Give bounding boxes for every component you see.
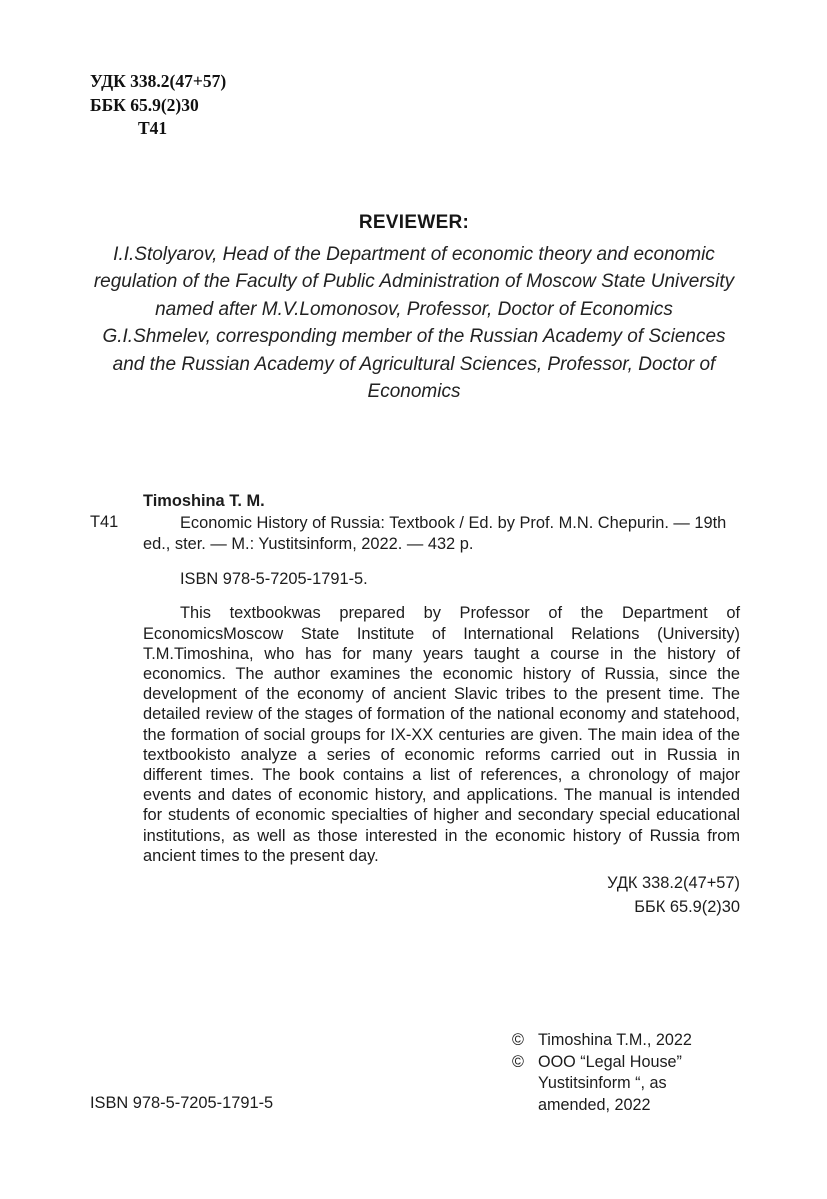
copyright-publisher-line-3: amended, 2022	[538, 1095, 651, 1114]
isbn-catalog: ISBN 978-5-7205-1791-5.	[180, 570, 368, 589]
annotation-text: This textbookwas prepared by Professor of the Department of EconomicsMoscow State Institute of International Relations (University) T.M.Timoshina, who has for many years taught a course in the history of economics. The author examines the economic history of Russia, since the development of the economy of ancient Slavic tribes to the present time. The detailed review of the stages of formation of the national economy and statehood, the formation of social groups for IX-XX centuries are given. The main idea of the textbookisto analyze a series of economic reforms carried out in Russia in different times. The book contains a list of references, a chronology of major events and dates of economic history, and applications. The manual is intended for students of economic specialties of higher and secondary special educational institutions, as well as those interested in the economic history of Russia from ancient times to the present day.	[143, 604, 740, 865]
copyright-icon: ©	[512, 1031, 524, 1049]
bbk-code-bottom: ББК 65.9(2)30	[634, 897, 740, 916]
copyright-author-text: Timoshina T.M., 2022	[538, 1031, 692, 1049]
catalog-index-top: Т41	[138, 118, 168, 138]
copyright-icon: ©	[512, 1052, 524, 1071]
bibliographic-row	[90, 513, 740, 555]
copyright-publisher-line-1: OOO “Legal House”	[538, 1052, 682, 1071]
copyright-entry-publisher	[512, 1052, 692, 1074]
classification-codes-top	[90, 70, 226, 141]
copyright-entry-author	[512, 1030, 692, 1052]
catalog-index-margin: Т41	[90, 513, 119, 531]
copyright-section	[512, 1030, 692, 1116]
bibliographic-entry: Economic History of Russia: Textbook / Ed. by Prof. M.N. Chepurin. — 19th ed., ster. — M.: Yustitsinform, 2022. — 432 p.	[143, 514, 727, 554]
isbn-footer: ISBN 978-5-7205-1791-5	[90, 1094, 274, 1112]
udk-code-bottom: УДК 338.2(47+57)	[607, 874, 740, 892]
udk-code-top: УДК 338.2(47+57)	[90, 71, 227, 91]
reviewer-entry-1: I.I.Stolyarov, Head of the Department of economic theory and economic regulation of the Faculty of Public Administration of Moscow State University named after M.V.Lomonosov, Professor, Doctor of Economics	[93, 244, 735, 320]
author-name: Timoshina T. M.	[143, 492, 265, 510]
classification-codes-bottom	[607, 872, 740, 919]
copyright-publisher-line-2: Yustitsinform “, as	[538, 1074, 667, 1093]
bbk-code-top: ББК 65.9(2)30	[90, 94, 199, 115]
reviewer-section	[88, 212, 740, 405]
reviewer-heading: REVIEWER:	[358, 212, 470, 233]
reviewer-entry-2: G.I.Shmelev, corresponding member of the Russian Academy of Sciences and the Russian Academy of Agricultural Sciences, Professor, Doctor of Economics	[102, 326, 726, 403]
catalog-card	[90, 492, 740, 866]
